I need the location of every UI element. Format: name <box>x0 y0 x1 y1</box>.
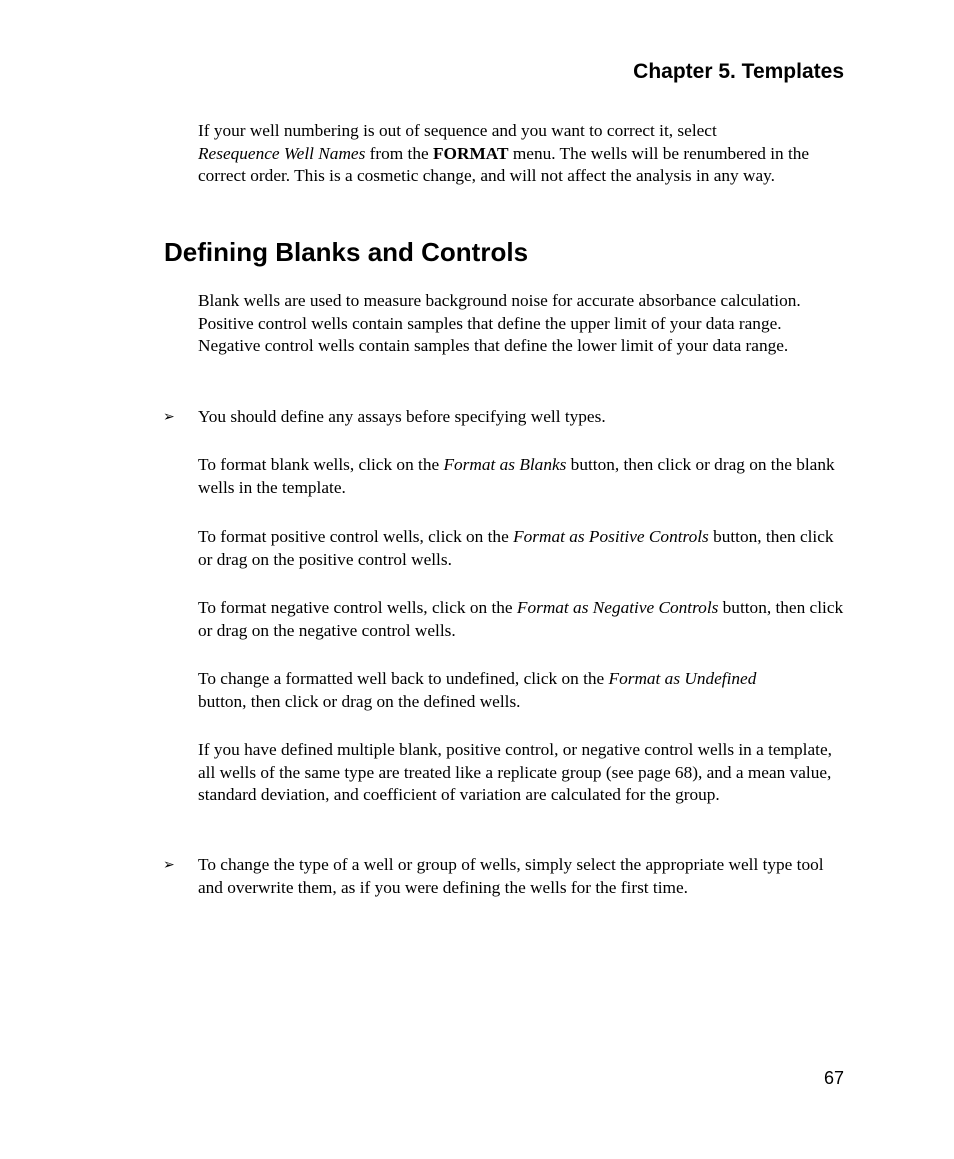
undefined-wells-paragraph <box>198 668 848 713</box>
undefined-text-a: To change a formatted well back to undefined, click on the <box>198 669 609 688</box>
format-as-positive-controls-reference: Format as Positive Controls <box>513 527 709 546</box>
intro-paragraph <box>198 120 848 188</box>
positive-text-a: To format positive control wells, click on the <box>198 527 514 546</box>
format-as-blanks-reference: Format as Blanks <box>443 455 567 474</box>
format-as-undefined-reference: Format as Undefined <box>608 669 757 688</box>
format-as-negative-controls-reference: Format as Negative Controls <box>516 598 719 617</box>
intro-text-a: If your well numbering is out of sequence and you want to correct it, select <box>198 121 717 140</box>
section-heading: Defining Blanks and Controls <box>164 237 529 267</box>
page-number: 67 <box>823 1068 844 1088</box>
blank-text-a: To format blank wells, click on the <box>198 455 444 474</box>
running-head: Chapter 5. Templates <box>633 60 844 83</box>
replicate-group-paragraph: If you have defined multiple blank, positive control, or negative control wells in a template, all wells of the same type are treated like a replicate group (see page 68), and a mean value, standard deviation, and coefficient of variation are calculated for the group. <box>198 740 832 804</box>
positive-controls-paragraph <box>198 526 848 571</box>
bullet-arrow-icon: ➢ <box>163 409 175 425</box>
negative-text-a: To format negative control wells, click on the <box>198 598 517 617</box>
bullet-arrow-icon: ➢ <box>163 857 175 873</box>
positive-text-b: button, then click or drag on the positive control wells. <box>198 527 834 569</box>
definitions-paragraph: Blank wells are used to measure background noise for accurate absorbance calculation. Positive control wells contain samples that define the upper limit of your data range. Negative control wells contain samples that define the lower limit of your data range. <box>198 291 801 355</box>
intro-text-b: from the <box>365 143 433 163</box>
intro-text-c: menu. The wells will be renumbered in the correct order. This is a cosmetic change, and will not affect the analysis in any way. <box>198 143 810 185</box>
negative-controls-paragraph <box>198 597 848 642</box>
bullet-note-assays: You should define any assays before specifying well types. <box>198 407 606 426</box>
negative-text-b: button, then click or drag on the negative control wells. <box>198 598 844 640</box>
menu-name-reference: FORMAT <box>433 143 509 163</box>
blank-wells-paragraph <box>198 454 848 499</box>
undefined-text-b: button, then click or drag on the defined wells. <box>198 691 521 711</box>
blank-text-b: button, then click or drag on the blank wells in the template. <box>198 455 835 497</box>
bullet-note-change-type: To change the type of a well or group of wells, simply select the appropriate well type tool and overwrite them, as if you were defining the wells for the first time. <box>198 855 824 897</box>
menu-item-reference: Resequence Well Names <box>198 143 366 163</box>
